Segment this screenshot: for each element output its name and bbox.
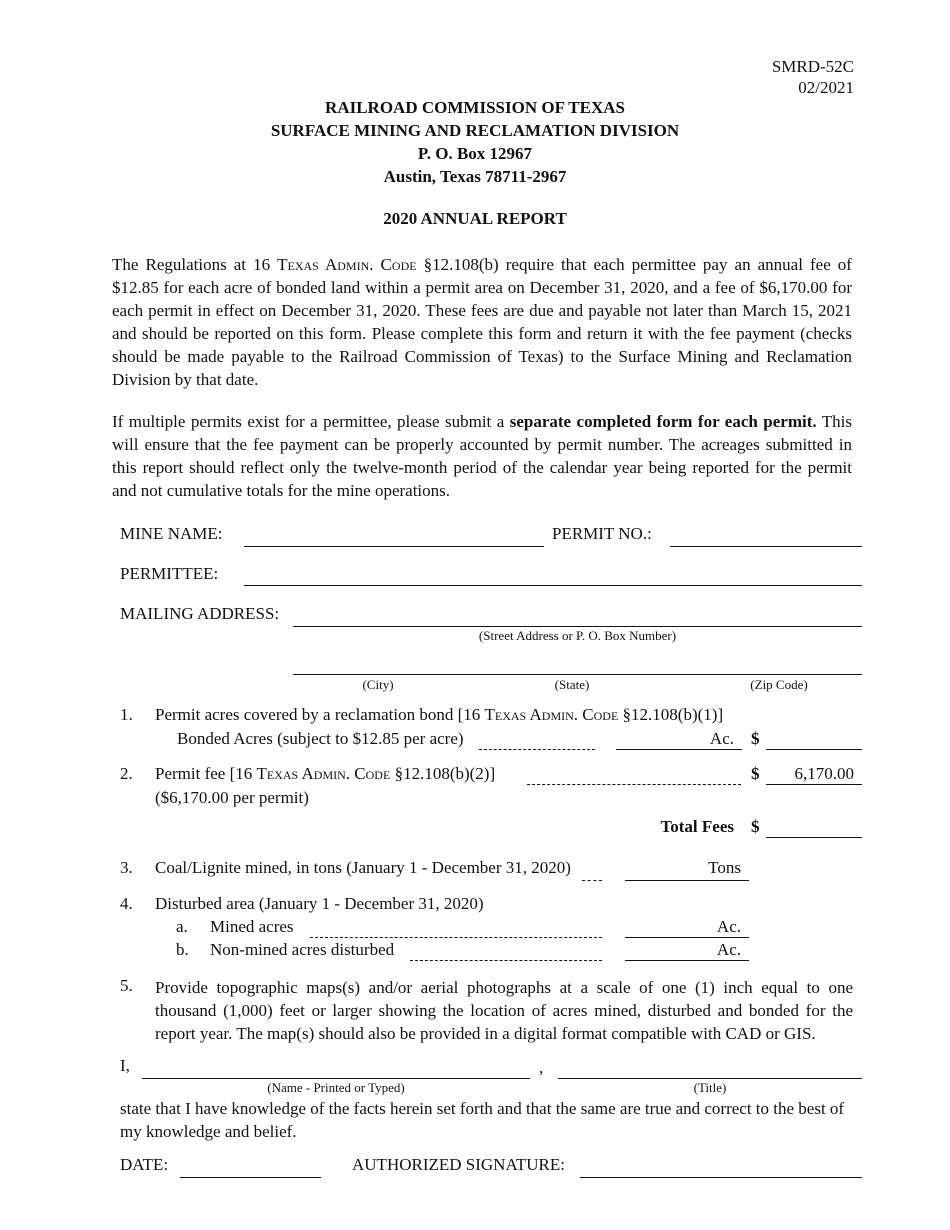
nonmined-acres-field[interactable] bbox=[625, 960, 749, 961]
p1-text-a: The Regulations at 16 bbox=[112, 255, 278, 274]
p1-text-b: §12.108(b) require that each permittee pay an annual fee of $12.85 for each acre of bonded land within a permit area on December 31, 2020, and a fee of $6,170.00 for each permit in effect on December 31, 2020. These fees are due and payable not later than March 15, 2021 and should be reported on this form. Please complete this form and return it with the fee payment (checks should be made payable to the Railroad Commission of Texas) to the Surface Mining and Reclamation Division by that date. bbox=[112, 255, 852, 389]
city-caption: (City) bbox=[362, 677, 394, 692]
cert-statement: state that I have knowledge of the facts herein set forth and that the same are true and correct to the best of my knowledge and belief. bbox=[120, 1099, 845, 1141]
mined-acres-leader bbox=[310, 937, 602, 938]
total-fees-dollar: $ bbox=[751, 817, 760, 836]
total-fees-field[interactable] bbox=[766, 837, 862, 838]
permittee-field[interactable] bbox=[244, 585, 862, 586]
item-3-number: 3. bbox=[120, 858, 133, 877]
p2-text-b: This will ensure that the fee payment can be properly accounted by permit number. The acreages submitted in this report should reflect only the twelve-month period of the calendar year being reported for the permit and not cumulative totals for the mine operations. bbox=[112, 412, 852, 500]
permit-no-field[interactable] bbox=[670, 546, 862, 547]
city-state-zip-field[interactable] bbox=[293, 674, 862, 675]
cert-title-caption: (Title) bbox=[693, 1080, 727, 1095]
header-line-2: SURFACE MINING AND RECLAMATION DIVISION bbox=[270, 121, 680, 140]
item-4b-text: Non-mined acres disturbed bbox=[210, 940, 395, 959]
permittee-label: PERMITTEE: bbox=[120, 564, 219, 583]
tons-leader bbox=[582, 880, 602, 881]
item-1-text bbox=[155, 705, 723, 725]
item-4a-text: Mined acres bbox=[210, 917, 294, 936]
permit-fee-dollar: $ bbox=[751, 764, 760, 783]
nonmined-acres-leader bbox=[410, 960, 602, 961]
intro-paragraph-2 bbox=[112, 410, 852, 502]
bonded-fee-field[interactable] bbox=[766, 749, 862, 750]
item-1-text-b: §12.108(b)(1)] bbox=[618, 705, 724, 724]
permit-fee-field bbox=[766, 784, 862, 785]
cert-name-field[interactable] bbox=[142, 1078, 530, 1079]
mine-name-label: MINE NAME: bbox=[120, 524, 223, 543]
bonded-acres-unit: Ac. bbox=[709, 729, 734, 748]
item-2-code-ref: Texas Admin. Code bbox=[256, 764, 391, 783]
bonded-acres-field[interactable] bbox=[616, 749, 742, 750]
item-2-text-a: Permit fee [16 bbox=[155, 764, 257, 783]
mined-acres-unit: Ac. bbox=[716, 917, 741, 936]
form-code: SMRD-52C bbox=[771, 57, 854, 76]
item-1-text-a: Permit acres covered by a reclamation bond [16 bbox=[155, 705, 485, 724]
permit-no-label: PERMIT NO.: bbox=[552, 524, 652, 543]
date-field[interactable] bbox=[180, 1177, 321, 1178]
p1-code-ref: Texas Admin. Code bbox=[277, 255, 417, 274]
signature-label: AUTHORIZED SIGNATURE: bbox=[352, 1155, 565, 1174]
report-title: 2020 ANNUAL REPORT bbox=[383, 209, 567, 228]
header-line-1: RAILROAD COMMISSION OF TEXAS bbox=[325, 98, 625, 117]
mined-acres-field[interactable] bbox=[625, 937, 749, 938]
state-caption: (State) bbox=[554, 677, 590, 692]
item-5-text: Provide topographic maps(s) and/or aerial photographs at a scale of one (1) inch equal to one thousand (1,000) feet or larger showing the location of acres mined, disturbed and bonded for the report year. The map(s) should also be provided in a digital format compatible with CAD or GIS. bbox=[155, 978, 853, 1043]
cert-title-field[interactable] bbox=[558, 1078, 862, 1079]
street-address-field[interactable] bbox=[293, 626, 862, 627]
form-date: 02/2021 bbox=[798, 78, 854, 97]
item-1-code-ref: Texas Admin. Code bbox=[484, 705, 619, 724]
item-4b-letter: b. bbox=[176, 940, 189, 959]
p2-emphasis: separate completed form for each permit. bbox=[509, 412, 817, 431]
item-5-number: 5. bbox=[120, 976, 133, 995]
agency-header bbox=[0, 96, 950, 188]
signature-field[interactable] bbox=[580, 1177, 862, 1178]
item-4-text: Disturbed area (January 1 - December 31, 2020) bbox=[155, 894, 484, 913]
date-label: DATE: bbox=[120, 1155, 169, 1174]
permit-fee-leader bbox=[527, 784, 741, 785]
form-id bbox=[772, 56, 854, 98]
item-4a-letter: a. bbox=[176, 917, 188, 936]
item-1-number: 1. bbox=[120, 705, 133, 724]
tons-unit: Tons bbox=[708, 858, 741, 877]
header-line-3: P. O. Box 12967 bbox=[417, 144, 533, 163]
bonded-fee-dollar: $ bbox=[751, 729, 760, 748]
p2-text-a: If multiple permits exist for a permittee, please submit a bbox=[112, 412, 510, 431]
intro-paragraph-1 bbox=[112, 253, 852, 391]
mine-name-field[interactable] bbox=[244, 546, 544, 547]
item-3-text: Coal/Lignite mined, in tons (January 1 - December 31, 2020) bbox=[155, 858, 571, 877]
bonded-acres-label: Bonded Acres (subject to $12.85 per acre) bbox=[177, 729, 464, 748]
permit-fee-amount: 6,170.00 bbox=[794, 764, 854, 783]
item-2-text-b: §12.108(b)(2)] bbox=[390, 764, 496, 783]
total-fees-label: Total Fees bbox=[660, 817, 734, 836]
item-2-sub: ($6,170.00 per permit) bbox=[155, 788, 309, 807]
item-4-number: 4. bbox=[120, 894, 133, 913]
item-2-number: 2. bbox=[120, 764, 133, 783]
cert-comma: , bbox=[539, 1058, 544, 1077]
cert-name-caption: (Name - Printed or Typed) bbox=[267, 1080, 405, 1095]
zip-caption: (Zip Code) bbox=[750, 677, 808, 692]
street-caption: (Street Address or P. O. Box Number) bbox=[478, 628, 677, 643]
header-line-4: Austin, Texas 78711-2967 bbox=[383, 167, 567, 186]
bonded-acres-leader bbox=[479, 749, 595, 750]
cert-i-label: I, bbox=[120, 1056, 130, 1075]
nonmined-acres-unit: Ac. bbox=[716, 940, 741, 959]
tons-field[interactable] bbox=[625, 880, 749, 881]
mailing-address-label: MAILING ADDRESS: bbox=[120, 604, 280, 623]
item-2-text bbox=[155, 764, 495, 784]
